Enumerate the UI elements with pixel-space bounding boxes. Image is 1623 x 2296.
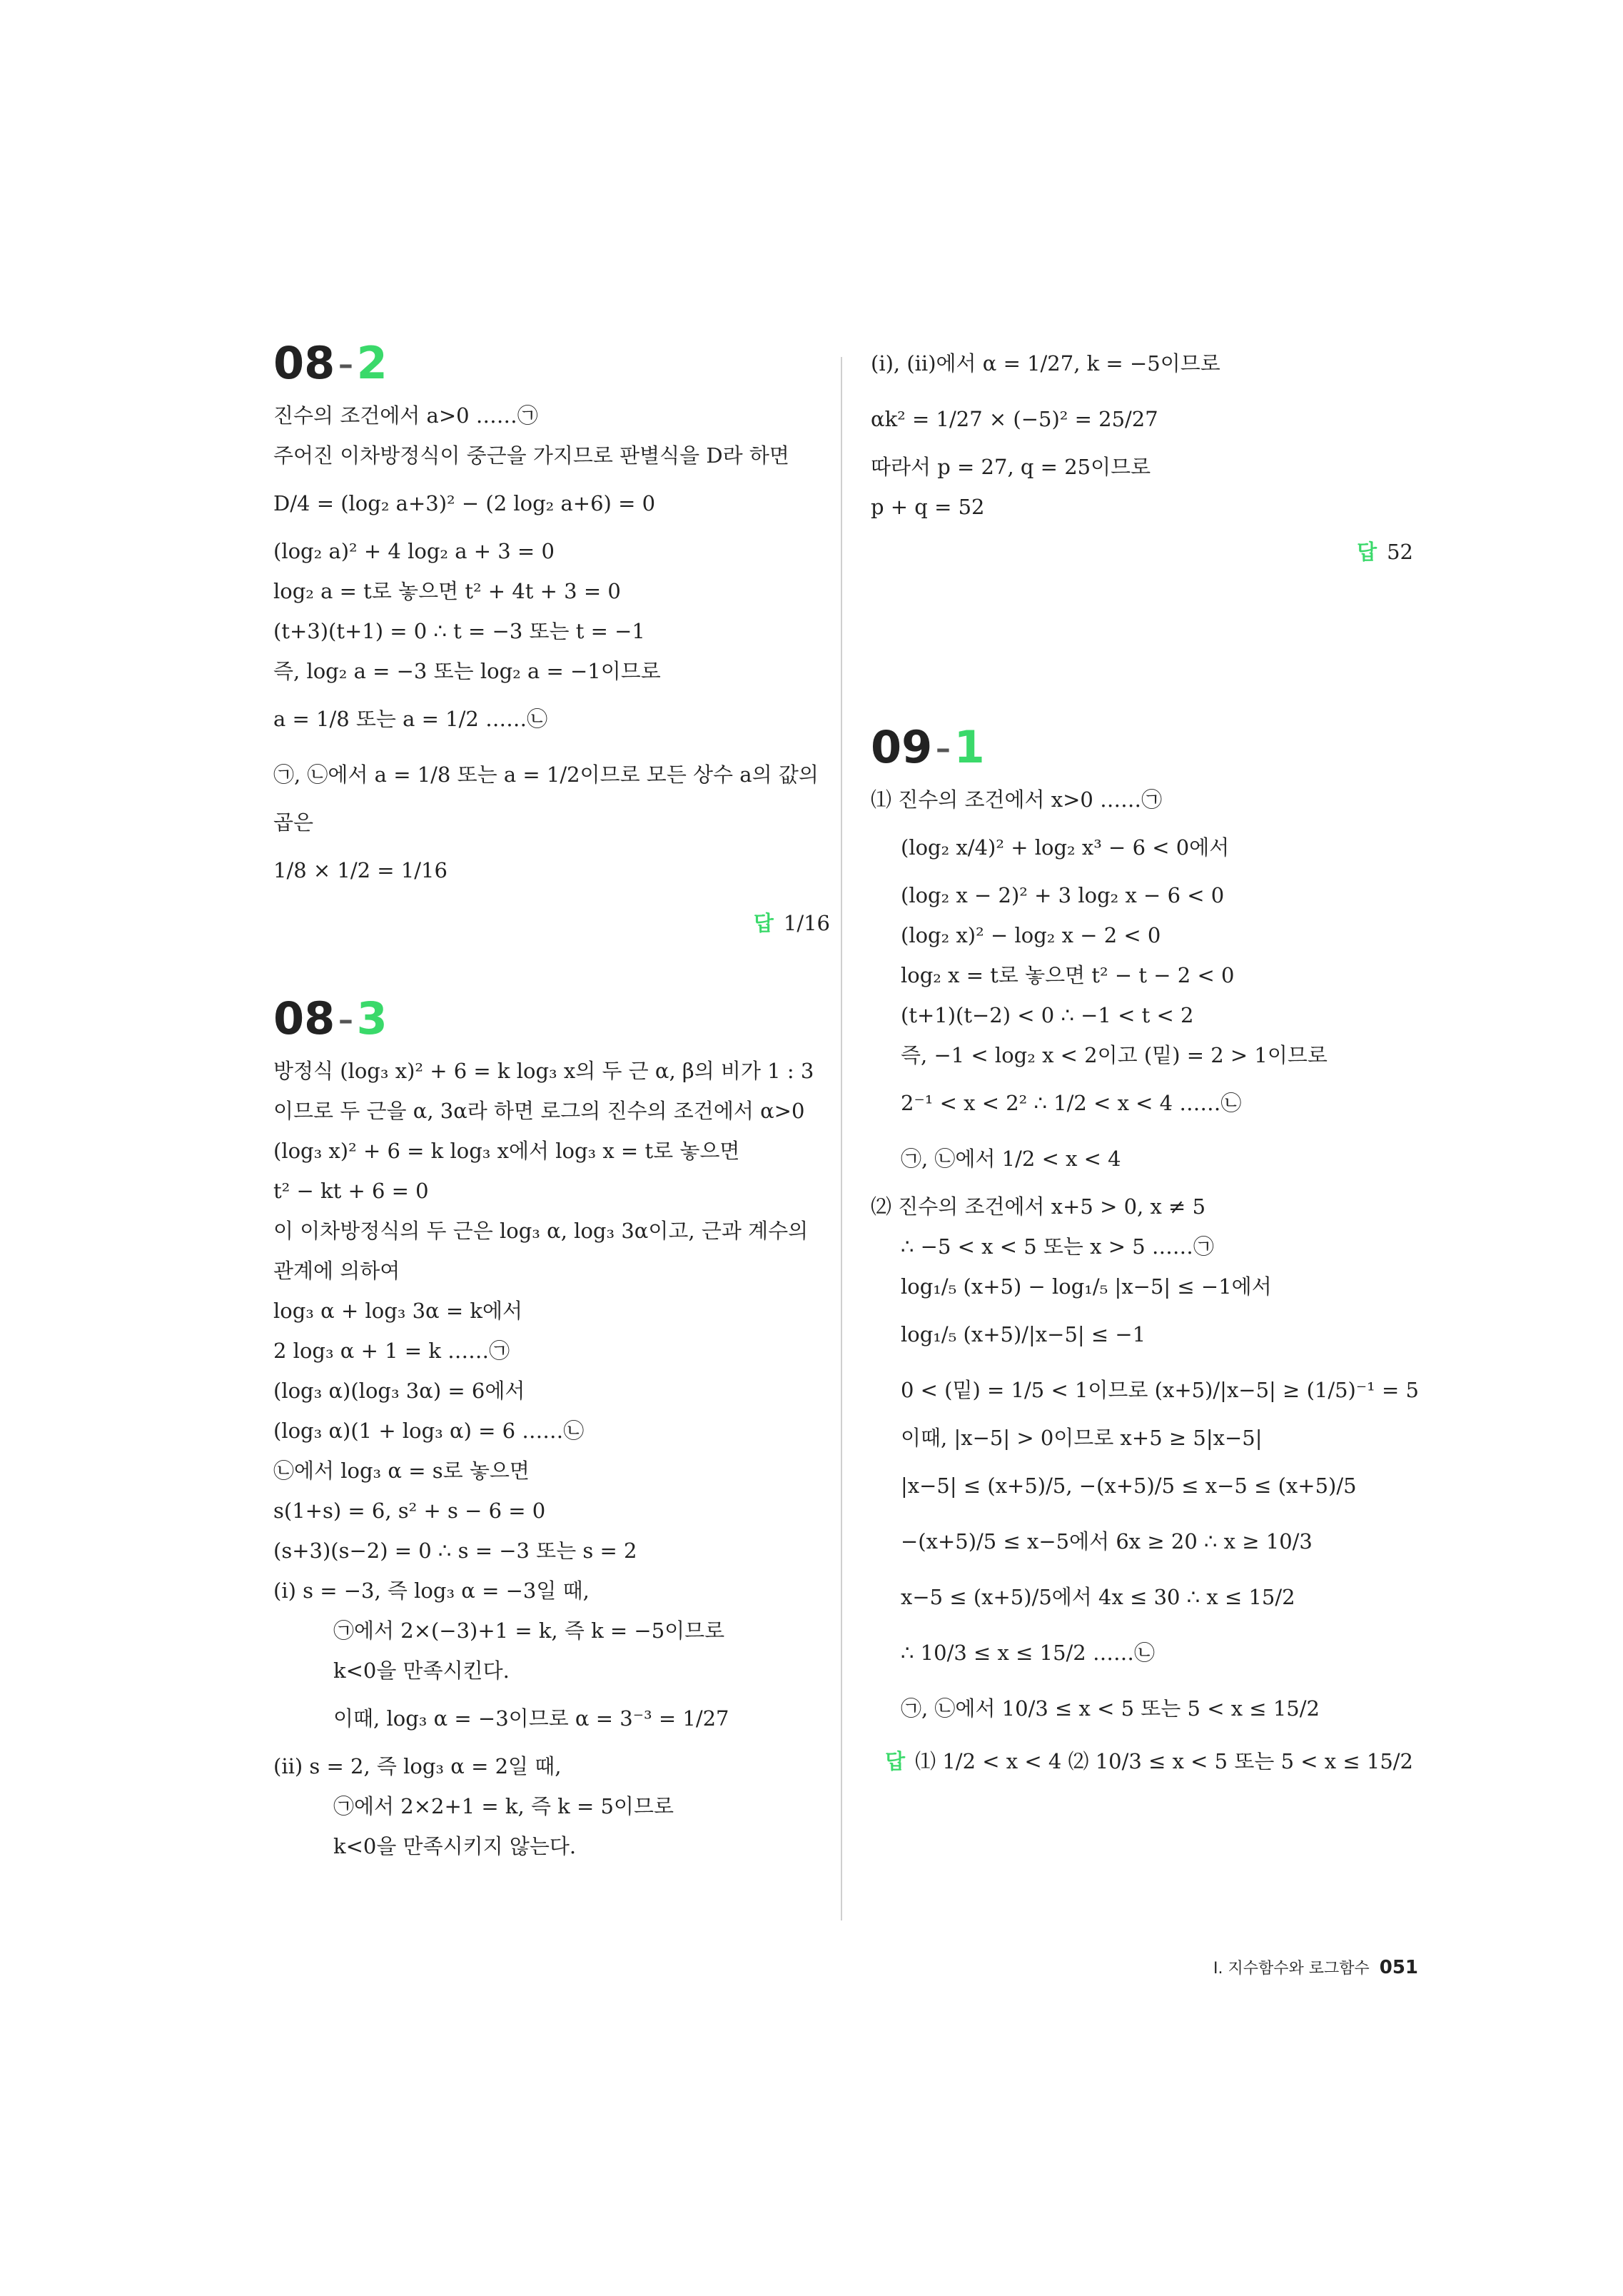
solution-line: log₃ α + log₃ 3α = k에서 xyxy=(273,1299,522,1323)
answer-label: 답 xyxy=(885,1749,906,1773)
solution-line: (log₂ x − 2)² + 3 log₂ x − 6 < 0 xyxy=(901,883,1225,907)
solution-line: a = 1/8 또는 a = 1/2 ……㉡ xyxy=(273,707,548,731)
solution-line: |x−5| ≤ (x+5)/5, −(x+5)/5 ≤ x−5 ≤ (x+5)/5 xyxy=(901,1474,1357,1498)
solution-line: ㉠에서 2×(−3)+1 = k, 즉 k = −5이므로 xyxy=(333,1618,725,1643)
solution-line: (log₃ α)(log₃ 3α) = 6에서 xyxy=(273,1379,525,1403)
heading-separator: - xyxy=(338,337,354,389)
solution-line: (log₃ α)(1 + log₃ α) = 6 ……㉡ xyxy=(273,1419,585,1443)
left-column xyxy=(273,336,830,1866)
solution-line: 관계에 의하여 xyxy=(273,1259,400,1283)
solution-line: 곱은 xyxy=(273,810,314,835)
answer-08-2 xyxy=(273,898,830,948)
solution-line: ㉠에서 2×2+1 = k, 즉 k = 5이므로 xyxy=(333,1794,674,1818)
solution-line: k<0을 만족시키지 않는다. xyxy=(333,1834,577,1858)
heading-subnumber: 1 xyxy=(954,721,985,773)
heading-number: 08 xyxy=(273,337,335,389)
answer-value: 1/16 xyxy=(783,911,830,935)
heading-subnumber: 2 xyxy=(356,337,388,389)
solution-line: k<0을 만족시킨다. xyxy=(333,1658,510,1683)
answer-label: 답 xyxy=(753,911,774,935)
solution-line: t² − kt + 6 = 0 xyxy=(273,1179,429,1203)
heading-08-3 xyxy=(273,991,830,1047)
heading-separator: - xyxy=(338,992,354,1044)
solution-line: ⑴ 진수의 조건에서 x>0 ……㉠ xyxy=(871,787,1163,812)
solution-line: (log₂ x/4)² + log₂ x³ − 6 < 0에서 xyxy=(901,835,1230,860)
answer-value: 52 xyxy=(1387,540,1413,564)
answer-value: ⑴ 1/2 < x < 4 ⑵ 10/3 ≤ x < 5 또는 5 < x ≤ 15/2 xyxy=(915,1749,1413,1773)
solution-line: log₂ x = t로 놓으면 t² − t − 2 < 0 xyxy=(901,963,1235,987)
solution-line: 2 log₃ α + 1 = k ……㉠ xyxy=(273,1339,510,1363)
solution-line: log₁/₅ (x+5) − log₁/₅ |x−5| ≤ −1에서 xyxy=(901,1274,1272,1299)
solution-line: (ⅱ) s = 2, 즉 log₃ α = 2일 때, xyxy=(273,1754,562,1778)
solution-line: (ⅰ) s = −3, 즉 log₃ α = −3일 때, xyxy=(273,1578,590,1603)
solution-line: (log₃ x)² + 6 = k log₃ x에서 log₃ x = t로 놓으면 xyxy=(273,1139,740,1163)
solution-line: −(x+5)/5 ≤ x−5에서 6x ≥ 20 ∴ x ≥ 10/3 xyxy=(901,1529,1313,1554)
solution-line: p + q = 52 xyxy=(871,495,985,519)
solution-line: 따라서 p = 27, q = 25이므로 xyxy=(871,455,1151,479)
heading-09-1 xyxy=(871,720,1413,775)
heading-subnumber: 3 xyxy=(356,992,388,1044)
solution-line: ∴ −5 < x < 5 또는 x > 5 ……㉠ xyxy=(901,1234,1214,1259)
heading-08-2 xyxy=(273,336,830,391)
solution-line: log₁/₅ (x+5)/|x−5| ≤ −1 xyxy=(901,1322,1146,1346)
solution-line: log₂ a = t로 놓으면 t² + 4t + 3 = 0 xyxy=(273,579,621,603)
solution-line: 이때, log₃ α = −3이므로 α = 3⁻³ = 1/27 xyxy=(333,1706,729,1731)
solution-line: (t+3)(t+1) = 0 ∴ t = −3 또는 t = −1 xyxy=(273,619,645,643)
solution-line: 2⁻¹ < x < 2² ∴ 1/2 < x < 4 ……㉡ xyxy=(901,1091,1242,1115)
solution-line: 즉, −1 < log₂ x < 2이고 (밑) = 2 > 1이므로 xyxy=(901,1043,1328,1067)
solution-line: s(1+s) = 6, s² + s − 6 = 0 xyxy=(273,1499,546,1523)
solution-line: ㉡에서 log₃ α = s로 놓으면 xyxy=(273,1459,530,1483)
solution-line: (t+1)(t−2) < 0 ∴ −1 < t < 2 xyxy=(901,1003,1194,1027)
solution-line: 진수의 조건에서 a>0 ……㉠ xyxy=(273,403,538,428)
solution-line: ∴ 10/3 ≤ x ≤ 15/2 ……㉡ xyxy=(901,1641,1155,1665)
chapter-title: Ⅰ. 지수함수와 로그함수 xyxy=(1213,1960,1370,1978)
heading-number: 08 xyxy=(273,992,335,1044)
solution-line: 이 이차방정식의 두 근은 log₃ α, log₃ 3α이고, 근과 계수의 xyxy=(273,1219,809,1243)
solution-line: 이므로 두 근을 α, 3α라 하면 로그의 진수의 조건에서 α>0 xyxy=(273,1099,805,1123)
answer-09-1 xyxy=(871,1736,1413,1786)
solution-line: ㉠, ㉡에서 1/2 < x < 4 xyxy=(901,1147,1121,1171)
solution-line: (log₂ a)² + 4 log₂ a + 3 = 0 xyxy=(273,539,555,563)
solution-line: αk² = 1/27 × (−5)² = 25/27 xyxy=(871,407,1158,431)
solution-line: ㉠, ㉡에서 a = 1/8 또는 a = 1/2이므로 모든 상수 a의 값의 xyxy=(273,762,819,787)
solution-line: 즉, log₂ a = −3 또는 log₂ a = −1이므로 xyxy=(273,659,661,683)
solution-line: 1/8 × 1/2 = 1/16 xyxy=(273,858,448,882)
heading-separator: - xyxy=(935,721,951,773)
solution-line: 방정식 (log₃ x)² + 6 = k log₃ x의 두 근 α, β의 비가 1 : 3 xyxy=(273,1059,814,1083)
page-footer xyxy=(1213,1956,1419,1978)
solution-line: 주어진 이차방정식이 중근을 가지므로 판별식을 D라 하면 xyxy=(273,443,789,468)
solution-line: x−5 ≤ (x+5)/5에서 4x ≤ 30 ∴ x ≤ 15/2 xyxy=(901,1585,1295,1609)
right-column xyxy=(871,336,1419,1786)
column-divider xyxy=(841,357,842,1920)
solution-line: (log₂ x)² − log₂ x − 2 < 0 xyxy=(901,923,1161,947)
answer-label: 답 xyxy=(1357,540,1377,564)
solution-line: D/4 = (log₂ a+3)² − (2 log₂ a+6) = 0 xyxy=(273,491,656,515)
section-gap xyxy=(273,948,830,991)
solution-line: (s+3)(s−2) = 0 ∴ s = −3 또는 s = 2 xyxy=(273,1539,637,1563)
solution-line: 이때, |x−5| > 0이므로 x+5 ≥ 5|x−5| xyxy=(901,1426,1263,1450)
solution-line: ㉠, ㉡에서 10/3 ≤ x < 5 또는 5 < x ≤ 15/2 xyxy=(901,1696,1320,1721)
solution-line: ⑵ 진수의 조건에서 x+5 > 0, x ≠ 5 xyxy=(871,1194,1206,1219)
section-gap xyxy=(871,577,1413,720)
heading-number: 09 xyxy=(871,721,933,773)
page-number: 051 xyxy=(1379,1957,1419,1978)
answer-08-3 xyxy=(871,527,1413,577)
solution-line: 0 < (밑) = 1/5 < 1이므로 (x+5)/|x−5| ≥ (1/5)⁻¹ = 5 xyxy=(901,1378,1419,1402)
solution-line: (ⅰ), (ⅱ)에서 α = 1/27, k = −5이므로 xyxy=(871,351,1220,376)
